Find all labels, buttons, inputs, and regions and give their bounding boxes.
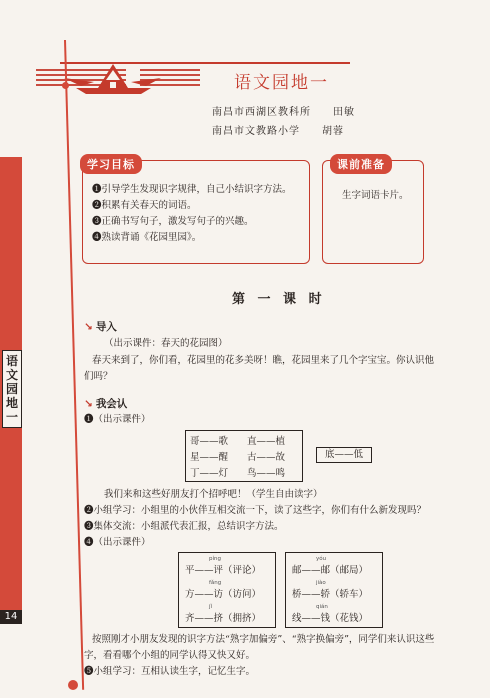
char-row: 星——醒 古——故 [190,452,286,463]
intro-heading-text: 导入 [95,321,117,333]
char-row: 丁——灯 鸟——鸣 [190,468,286,479]
word-row: 桥——轿（轿车） [292,589,369,600]
closing-line: ❺小组学习：互相认读生字，记忆生字。 [84,666,256,677]
body-line: ❷小组学习：小组里的小伙伴互相交流一下，读了这些字，你们有什么新发现吗？ [84,505,427,516]
body-line: 我们来和这些好朋友打个招呼吧！（学生自由读字） [104,489,323,500]
pinyin: yóu [316,556,327,562]
body-line: ❸集体交流：小组派代表汇报，总结识字方法。 [84,521,284,532]
pinyin: jiào [316,580,326,586]
char-table [185,430,303,482]
intro-line: 春天来到了，你们看，花园里的花多美呀！瞧，花园里来了几个字宝宝。你认识他 [92,355,435,366]
side-char: 地 [5,396,18,410]
author-line-1: 南昌市西湖区教科所 田敏 [212,107,355,118]
learn-step: ❶（出示课件） [84,414,151,425]
prep-heading: 课前准备 [330,154,392,174]
side-char: 文 [5,368,18,382]
goals-heading: 学习目标 [80,154,142,174]
lesson-title: 第 一 课 时 [232,292,326,307]
learn-heading [84,396,127,411]
side-char: 园 [5,382,18,396]
page-title: 语文园地一 [234,73,329,93]
word-row: 方——访（访问） [185,589,262,600]
pinyin: qián [316,604,328,610]
closing-line: 字，看看哪个小组的同学认得又快又好。 [84,650,256,661]
word-row: 平——评（评论） [185,565,262,576]
margin-dot-bottom [68,680,78,690]
goal-item: ❶引导学生发现识字规律，自己小结识字方法。 [92,184,292,195]
margin-dot-top [62,82,69,89]
pinyin: jǐ [209,604,213,610]
arrow-icon: ↘ [84,398,93,410]
body-line: ❹（出示课件） [84,537,151,548]
closing-line: 按照刚才小朋友发现的识字方法“熟字加偏旁”、“熟字换偏旁”，同学们来认识这些 [92,634,435,645]
word-row: 齐——挤（拥挤） [185,613,262,624]
ship-emblem-icon [36,58,186,96]
goal-item: ❸正确书写句子，激发写句子的兴趣。 [92,216,254,227]
learn-heading-text: 我会认 [95,398,128,410]
page-number: 14 [0,610,22,624]
prep-box [322,160,424,264]
intro-line: 们吗？ [84,371,113,382]
margin-rule [64,40,84,690]
goals-box [82,160,310,264]
pinyin: fǎng [209,580,222,586]
intro-line: （出示课件：春天的花园图） [104,338,228,349]
char-pair: 底——低 [316,447,372,463]
side-label [2,350,22,428]
side-char: 一 [5,410,18,424]
author-line-2: 南昌市文教路小学 胡蓉 [212,126,344,137]
word-box-right [285,552,383,628]
goal-item: ❷积累有关春天的词语。 [92,200,197,211]
word-row: 线——钱（花钱） [292,613,369,624]
word-box-left [178,552,276,628]
side-char: 语 [5,354,18,368]
arrow-icon: ↘ [84,321,93,333]
pinyin: píng [209,556,221,562]
word-row: 邮——邮（邮局） [292,565,369,576]
prep-text: 生字词语卡片。 [342,190,409,201]
intro-heading [84,319,117,334]
goal-item: ❹熟读背诵《花园里园》。 [92,232,202,243]
char-row: 哥——歌 直——植 [190,436,286,447]
